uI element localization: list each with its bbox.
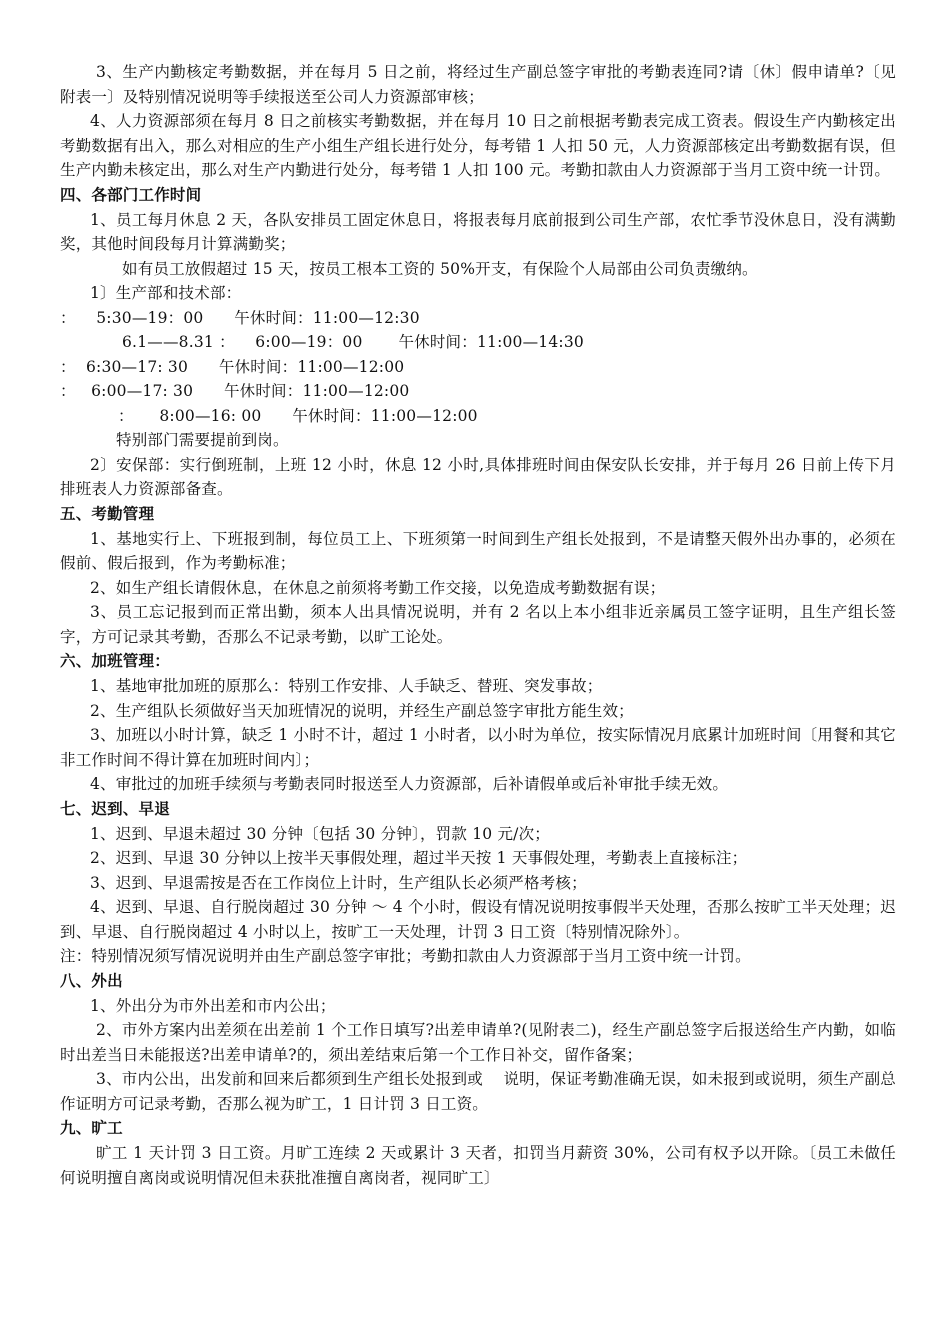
paragraph-late-under-30: 1、迟到、早退未超过 30 分钟〔包括 30 分钟〕，罚款 10 元/次；: [90, 824, 550, 843]
paragraph-rest-days: 1、员工每月休息 2 天，各队安排员工固定休息日，将报表每月底前报到公司生产部，农忙季节没休息日，没有满勤奖，其他时间段每月计算满勤奖；: [60, 210, 896, 253]
paragraph-business-trip: 2、市外方案内出差须在出差前 1 个工作日填写?出差申请单?(见附表二)，经生产副总签字后报送给生产内勤，如临时出差当日未能报送?出差申请单?的，须出差结束后第一个工作日补交，留作备案；: [60, 1021, 896, 1064]
paragraph-security-shift: 2〕安保部：实行倒班制，上班 12 小时，休息 12 小时,具体排班时间由保安队长安排，并于每月 26 日前上传下月排班表人力资源部备查。: [60, 455, 896, 498]
paragraph-local-outing: 3、市内公出，出发前和回来后都须到生产组长处报到或 说明，保证考勤准确无误，如未报到或说明，须生产副总作证明方可记录考勤，否那么视为旷工，1 日计罚 3 日工资。: [60, 1070, 896, 1113]
paragraph-outing-types: 1、外出分为市外出差和市内公出；: [90, 996, 336, 1015]
paragraph-overtime-hourly: 3、加班以小时计算，缺乏 1 小时不计，超过 1 小时者，以小时为单位，按实际情况月底累计加班时间〔用餐和其它非工作时间不得计算在加班时间内〕；: [60, 726, 896, 769]
paragraph-late-over-30: 2、迟到、早退 30 分钟以上按半天事假处理，超过半天按 1 天事假处理，考勤表上直接标注；: [90, 849, 748, 867]
paragraph-note: 注：特别情况须写情况说明并由生产副总签字审批；考勤扣款由人力资源部于当月工资中统一计罚。: [60, 947, 751, 965]
paragraph-leave-over-15-days: 如有员工放假超过 15 天，按员工根本工资的 50%开支，有保险个人局部由公司负责缴纳。: [122, 259, 758, 278]
paragraph-4-hr-verify: 4、人力资源部须在每月 8 日之前核实考勤数据，并在每月 10 日之前根据考勤表完成工资表。假设生产内勤核定出考勤数据有出入，那么对相应的生产小组生产组长进行处分，每考错 1 人扣 50 元，人力资源部核定出考勤数据有误，但生产内勤未核定出，那么对生产内勤进行处分，每考错 1 人扣 100 元。考勤扣款由人力资源部于当月工资中统一计罚。: [60, 112, 896, 179]
paragraph-checkin-system: 1、基地实行上、下班报到制，每位员工上、下班须第一时间到生产组长处报到，不是请整天假外出办事的，必须在假前、假后报到，作为考勤标准；: [60, 529, 896, 572]
paragraph-overtime-principle: 1、基地审批加班的原那么：特别工作安排、人手缺乏、替班、突发事故；: [90, 677, 603, 695]
section-heading-6-overtime: 六、加班管理：: [60, 652, 170, 670]
section-heading-4-work-hours: 四、各部门工作时间: [60, 185, 202, 204]
schedule-line-1: ： 5:30—19：00 午休时间：11:00—12:30: [60, 308, 420, 327]
section-heading-7-late-early: 七、迟到、早退: [60, 799, 170, 818]
paragraph-3-attendance-submit: 3、生产内勤核定考勤数据，并在每月 5 日之前，将经过生产副总签字审批的考勤表连同?请〔休〕假申请单?〔见附表一〕及特别情况说明等手续报送至公司人力资源部审核；: [60, 63, 896, 106]
section-heading-8-outing: 八、外出: [60, 971, 123, 990]
document-body: [60, 60, 896, 1190]
schedule-line-4: ： 6:00—17: 30 午休时间：11:00—12:00: [60, 382, 410, 400]
schedule-line-5: ： 8:00—16: 00 午休时间：11:00—12:00: [118, 406, 478, 425]
section-heading-9-absenteeism: 九、旷工: [60, 1119, 123, 1137]
paragraph-forgot-checkin: 3、员工忘记报到而正常出勤，须本人出具情况说明，并有 2 名以上本小组非近亲属员工签字证明，且生产组长签字，方可记录其考勤，否那么不记录考勤，以旷工论处。: [60, 603, 896, 646]
paragraph-absent-from-post: 4、迟到、早退、自行脱岗超过 30 分钟 ～ 4 个小时，假设有情况说明按事假半天处理，否那么按旷工半天处理；迟到、早退、自行脱岗超过 4 小时以上，按旷工一天处理，计罚 3 日工资〔特别情况除外〕。: [60, 898, 896, 941]
paragraph-absenteeism-penalty: 旷工 1 天计罚 3 日工资。月旷工连续 2 天或累计 3 天者，扣罚当月薪资 30%，公司有权予以开除。〔员工未做任何说明擅自离岗或说明情况但未获批准擅自离岗者，视同旷工〕: [60, 1144, 896, 1187]
paragraph-leader-leave-handover: 2、如生产组长请假休息，在休息之前须将考勤工作交接，以免造成考勤数据有误；: [90, 578, 666, 597]
paragraph-special-dept-early: 特别部门需要提前到岗。: [116, 431, 289, 449]
paragraph-overtime-submit: 4、审批过的加班手续须与考勤表同时报送至人力资源部，后补请假单或后补审批手续无效。: [90, 775, 729, 793]
section-heading-5-attendance: 五、考勤管理: [60, 504, 155, 523]
schedule-line-2: 6.1——8.31 ： 6:00—19：00 午休时间：11:00—14:30: [122, 333, 584, 351]
schedule-line-3: ： 6:30—17: 30 午休时间：11:00—12:00: [60, 357, 405, 376]
paragraph-late-on-post: 3、迟到、早退需按是否在工作岗位上计时，生产组队长必须严格考核；: [90, 873, 587, 892]
paragraph-overtime-approval: 2、生产组队长须做好当天加班情况的说明，并经生产副总签字审批方能生效；: [90, 701, 634, 720]
paragraph-production-tech-dept: 1〕生产部和技术部：: [90, 284, 242, 302]
